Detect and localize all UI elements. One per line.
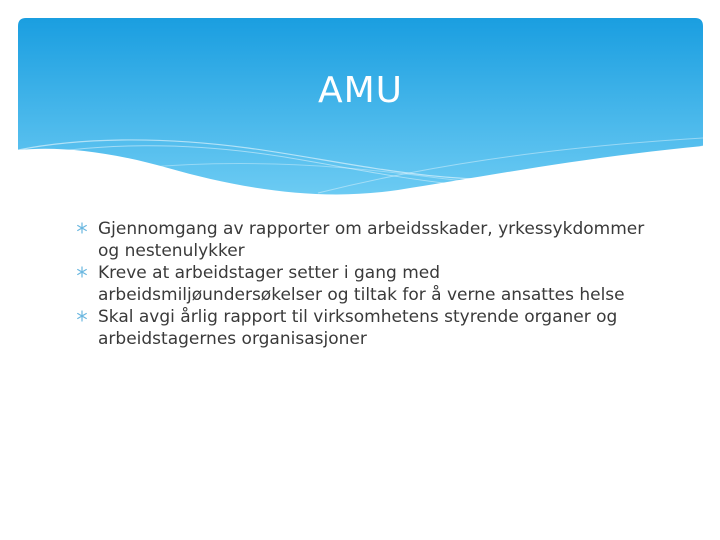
bullet-text: Kreve at arbeidstager setter i gang med arbeidsmiljøundersøkelser og tiltak for å verne ansattes helse bbox=[98, 263, 625, 305]
bullet-item bbox=[76, 306, 656, 350]
slide-title: AMU bbox=[317, 70, 404, 111]
asterisk-icon bbox=[76, 310, 88, 322]
bullet-text: Gjennomgang av rapporter om arbeidsskader, yrkessykdommer og nestenulykker bbox=[98, 219, 645, 261]
bullet-item bbox=[76, 262, 656, 306]
bullet-list bbox=[76, 218, 656, 350]
asterisk-icon bbox=[76, 266, 88, 278]
bullet-content bbox=[76, 218, 656, 350]
bullet-text: Skal avgi årlig rapport til virksomhetens styrende organer og arbeidstagernes organisasjoner bbox=[98, 307, 618, 349]
bullet-item bbox=[76, 218, 656, 262]
title-banner bbox=[18, 18, 703, 203]
asterisk-icon bbox=[76, 222, 88, 234]
